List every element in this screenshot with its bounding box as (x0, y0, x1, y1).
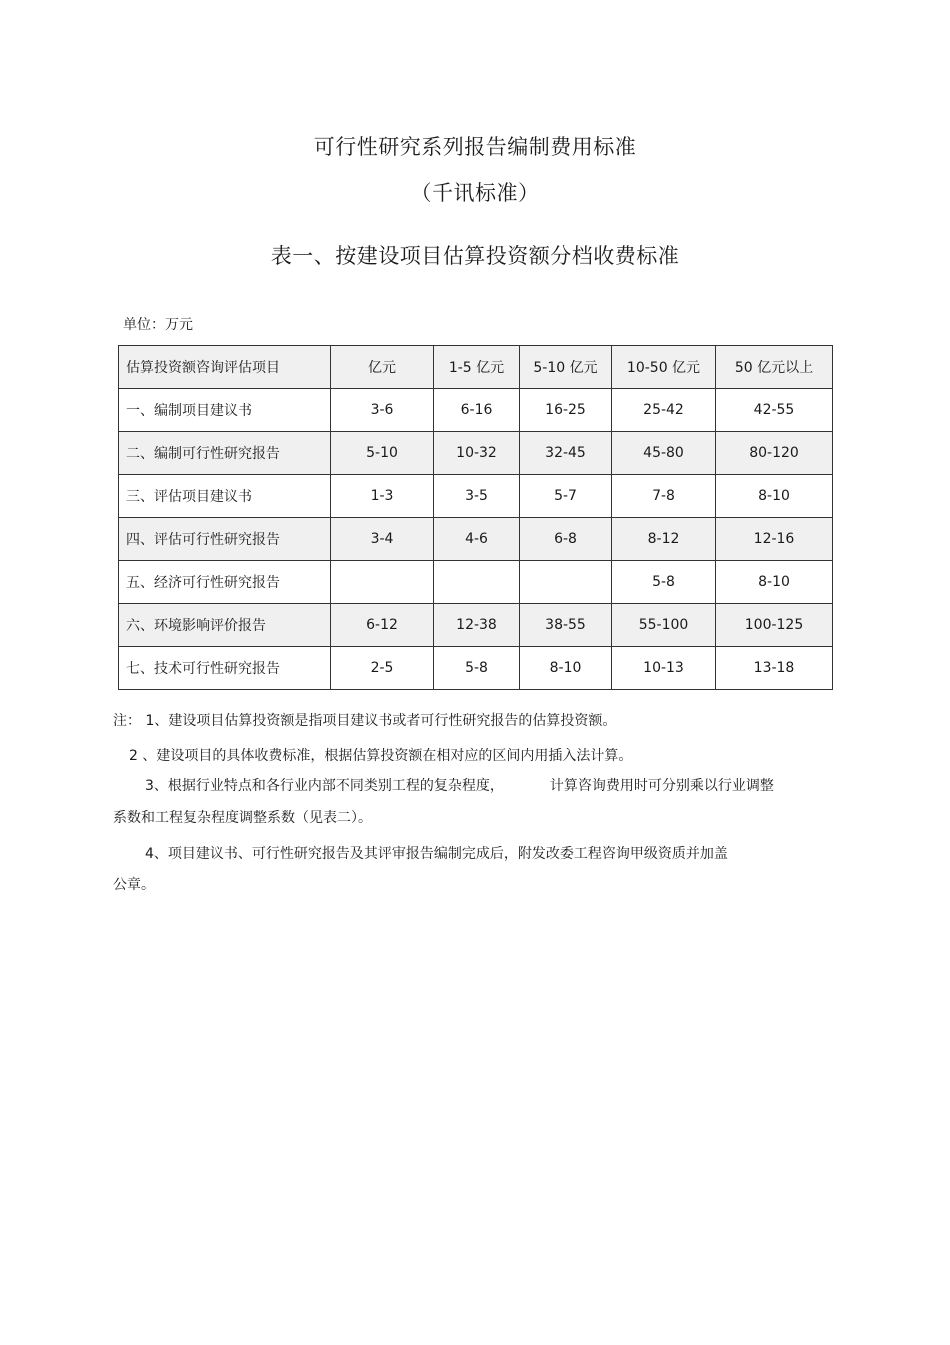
fee-table (118, 345, 833, 690)
table-cell: 7-8 (612, 475, 716, 518)
table-cell (434, 561, 520, 604)
table-cell: 5-10 (331, 432, 434, 475)
table-cell: 12-38 (434, 604, 520, 647)
table-cell: 38-55 (520, 604, 612, 647)
table-row (119, 518, 833, 561)
table-cell: 16-25 (520, 389, 612, 432)
table-cell: 6-8 (520, 518, 612, 561)
header-cell: 10-50 亿元 (612, 346, 716, 389)
note-2: 2 、建设项目的具体收费标准，根据估算投资额在相对应的区间内用插入法计算。 (129, 748, 633, 764)
table-cell: 3-5 (434, 475, 520, 518)
table-row (119, 475, 833, 518)
note-3 (145, 775, 774, 795)
document-subtitle: （千讯标准） (410, 181, 540, 205)
table-cell: 12-16 (716, 518, 833, 561)
note-3-part-a: 3、根据行业特点和各行业内部不同类别工程的复杂程度， (145, 778, 504, 794)
table-cell: 1-3 (331, 475, 434, 518)
table-cell: 2-5 (331, 647, 434, 690)
note-3-part-b: 计算咨询费用时可分别乘以行业调整 (549, 778, 774, 794)
table-cell: 5-8 (434, 647, 520, 690)
note-1: 注： 1、建设项目估算投资额是指项目建议书或者可行性研究报告的估算投资额。 (113, 713, 617, 729)
table-cell: 8-10 (716, 561, 833, 604)
row-label: 四、评估可行性研究报告 (119, 518, 331, 561)
note-4: 4、项目建议书、可行性研究报告及其评审报告编制完成后，附发改委工程咨询甲级资质并加盖 (145, 846, 728, 862)
note-3-continued: 系数和工程复杂程度调整系数（见表二）。 (113, 810, 372, 826)
table-cell: 6-16 (434, 389, 520, 432)
table-row (119, 389, 833, 432)
table-cell (331, 561, 434, 604)
header-cell: 5-10 亿元 (520, 346, 612, 389)
table-header-row (119, 346, 833, 389)
table-cell: 42-55 (716, 389, 833, 432)
table-cell: 45-80 (612, 432, 716, 475)
table-row (119, 561, 833, 604)
table-cell: 8-12 (612, 518, 716, 561)
table-cell: 13-18 (716, 647, 833, 690)
row-label: 七、技术可行性研究报告 (119, 647, 331, 690)
table-cell: 80-120 (716, 432, 833, 475)
table-cell: 5-8 (612, 561, 716, 604)
table-cell: 10-32 (434, 432, 520, 475)
table-cell: 6-12 (331, 604, 434, 647)
row-label: 二、编制可行性研究报告 (119, 432, 331, 475)
row-label: 五、经济可行性研究报告 (119, 561, 331, 604)
table-cell: 10-13 (612, 647, 716, 690)
table-row (119, 647, 833, 690)
document-title: 可行性研究系列报告编制费用标准 (313, 135, 637, 159)
table-row (119, 432, 833, 475)
header-cell: 50 亿元以上 (716, 346, 833, 389)
table-cell: 100-125 (716, 604, 833, 647)
note-4-continued: 公章。 (113, 877, 155, 893)
table-cell: 3-6 (331, 389, 434, 432)
table-cell: 8-10 (716, 475, 833, 518)
table-cell: 3-4 (331, 518, 434, 561)
table-cell: 8-10 (520, 647, 612, 690)
table-title: 表一、按建设项目估算投资额分档收费标准 (270, 244, 680, 268)
header-cell: 估算投资额咨询评估项目 (119, 346, 331, 389)
table-cell: 32-45 (520, 432, 612, 475)
table-cell: 55-100 (612, 604, 716, 647)
row-label: 一、编制项目建议书 (119, 389, 331, 432)
header-cell: 1-5 亿元 (434, 346, 520, 389)
unit-label: 单位：万元 (123, 317, 193, 333)
row-label: 六、环境影响评价报告 (119, 604, 331, 647)
table-cell: 5-7 (520, 475, 612, 518)
table-cell: 25-42 (612, 389, 716, 432)
header-cell: 亿元 (331, 346, 434, 389)
table-row (119, 604, 833, 647)
table-cell: 4-6 (434, 518, 520, 561)
row-label: 三、评估项目建议书 (119, 475, 331, 518)
table-cell (520, 561, 612, 604)
